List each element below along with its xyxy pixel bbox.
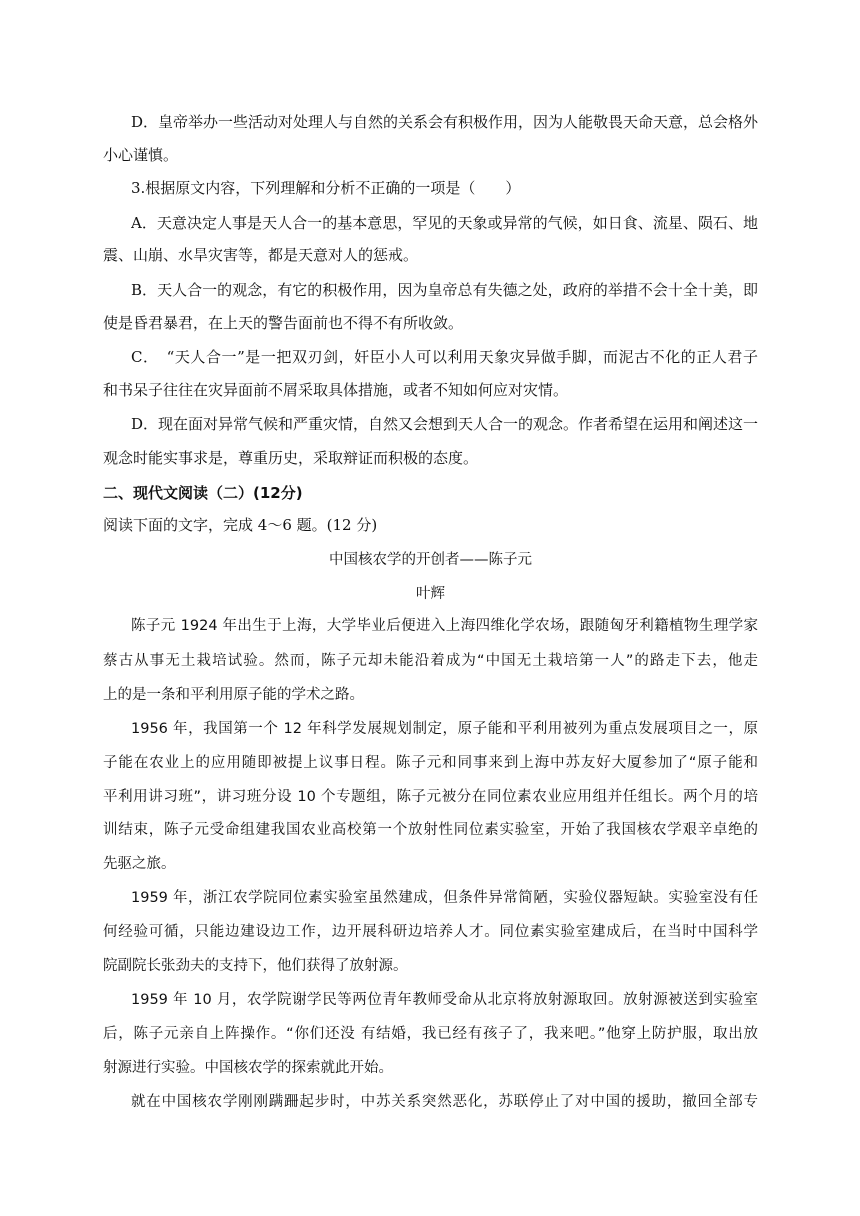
text-line: 蔡古从事无土栽培试验。然而，陈子元却未能沿着成为“中国无土栽培第一人”的路走下去，他走 <box>103 653 758 669</box>
text-line: A．天意决定人事是天人合一的基本意思，罕见的天象或异常的气候，如日食、流星、陨石、地 <box>131 214 758 232</box>
text-line: 陈子元 1924 年出生于上海，大学毕业后便进入上海四维化学农场，跟随匈牙利籍植物生理学家 <box>131 618 758 634</box>
text-line: 使是昏君暴君，在上天的警告面前也不得不有所收敛。 <box>103 314 464 332</box>
text-line: 院副院长张劲夫的支持下，他们获得了放射源。 <box>103 958 408 974</box>
text-line: D．皇帝举办一些活动对处理人与自然的关系会有积极作用，因为人能敬畏天命天意，总会格外 <box>131 113 758 131</box>
text-line: 就在中国核农学刚刚蹒跚起步时，中苏关系突然恶化，苏联停止了对中国的援助，撤回全部专 <box>131 1094 758 1110</box>
text-line: 平利用讲习班”，讲习班分设 10 个专题组，陈子元被分在同位素农业应用组并任组长。两个月的培 <box>103 789 758 805</box>
text-line: 训结束，陈子元受命组建我国农业高校第一个放射性同位素实验室，开始了我国核农学艰辛卓绝的 <box>103 822 758 838</box>
text-line: 3.根据原文内容，下列理解和分析不正确的一项是（ ） <box>131 179 521 197</box>
text-line: 中国核农学的开创者——陈子元 <box>329 552 532 568</box>
text-line: D．现在面对异常气候和严重灾情，自然又会想到天人合一的观念。作者希望在运用和阐述这一 <box>131 415 758 433</box>
text-line: 叶辉 <box>416 586 445 602</box>
text-line: 阅读下面的文字，完成 4～6 题。(12 分) <box>103 516 378 534</box>
text-line: B．天人合一的观念，有它的积极作用，因为皇帝总有失德之处，政府的举措不会十全十美，即 <box>131 281 758 299</box>
text-line: 震、山崩、水旱灾害等，都是天意对人的惩戒。 <box>103 246 419 264</box>
text-line: 上的是一条和平利用原子能的学术之路。 <box>103 687 364 703</box>
text-line: 先驱之旅。 <box>103 856 176 872</box>
text-line: 子能在农业上的应用随即被提上议事日程。陈子元和同事来到上海中苏友好大厦参加了“原子能和 <box>103 755 758 771</box>
text-line: 1956 年，我国第一个 12 年科学发展规划制定，原子能和平利用被列为重点发展项目之一，原 <box>131 721 758 737</box>
text-line: 后，陈子元亲自上阵操作。“你们还没 有结婚，我已经有孩子了，我来吧。”他穿上防护服，取出放 <box>103 1026 758 1042</box>
text-line: 何经验可循，只能边建设边工作，边开展科研边培养人才。同位素实验室建成后，在当时中国科学 <box>103 924 758 940</box>
text-line: 小心谨慎。 <box>103 146 179 164</box>
text-line: 和书呆子往往在灾异面前不屑采取具体措施，或者不知如何应对灾情。 <box>103 381 569 399</box>
text-line: 射源进行实验。中国核农学的探索就此开始。 <box>103 1060 393 1076</box>
text-line: 1959 年 10 月，农学院谢学民等两位青年教师受命从北京将放射源取回。放射源被送到实验室 <box>131 992 758 1008</box>
text-line: C． “天人合一”是一把双刃剑，奸臣小人可以利用天象灾异做手脚，而泥古不化的正人君子 <box>131 348 758 366</box>
text-line: 1959 年，浙江农学院同位素实验室虽然建成，但条件异常简陋，实验仪器短缺。实验室没有任 <box>131 890 758 906</box>
text-line: 二、现代文阅读（二）(12分) <box>103 484 303 502</box>
text-line: 观念时能实事求是，尊重历史，采取辩证而积极的态度。 <box>103 449 479 467</box>
